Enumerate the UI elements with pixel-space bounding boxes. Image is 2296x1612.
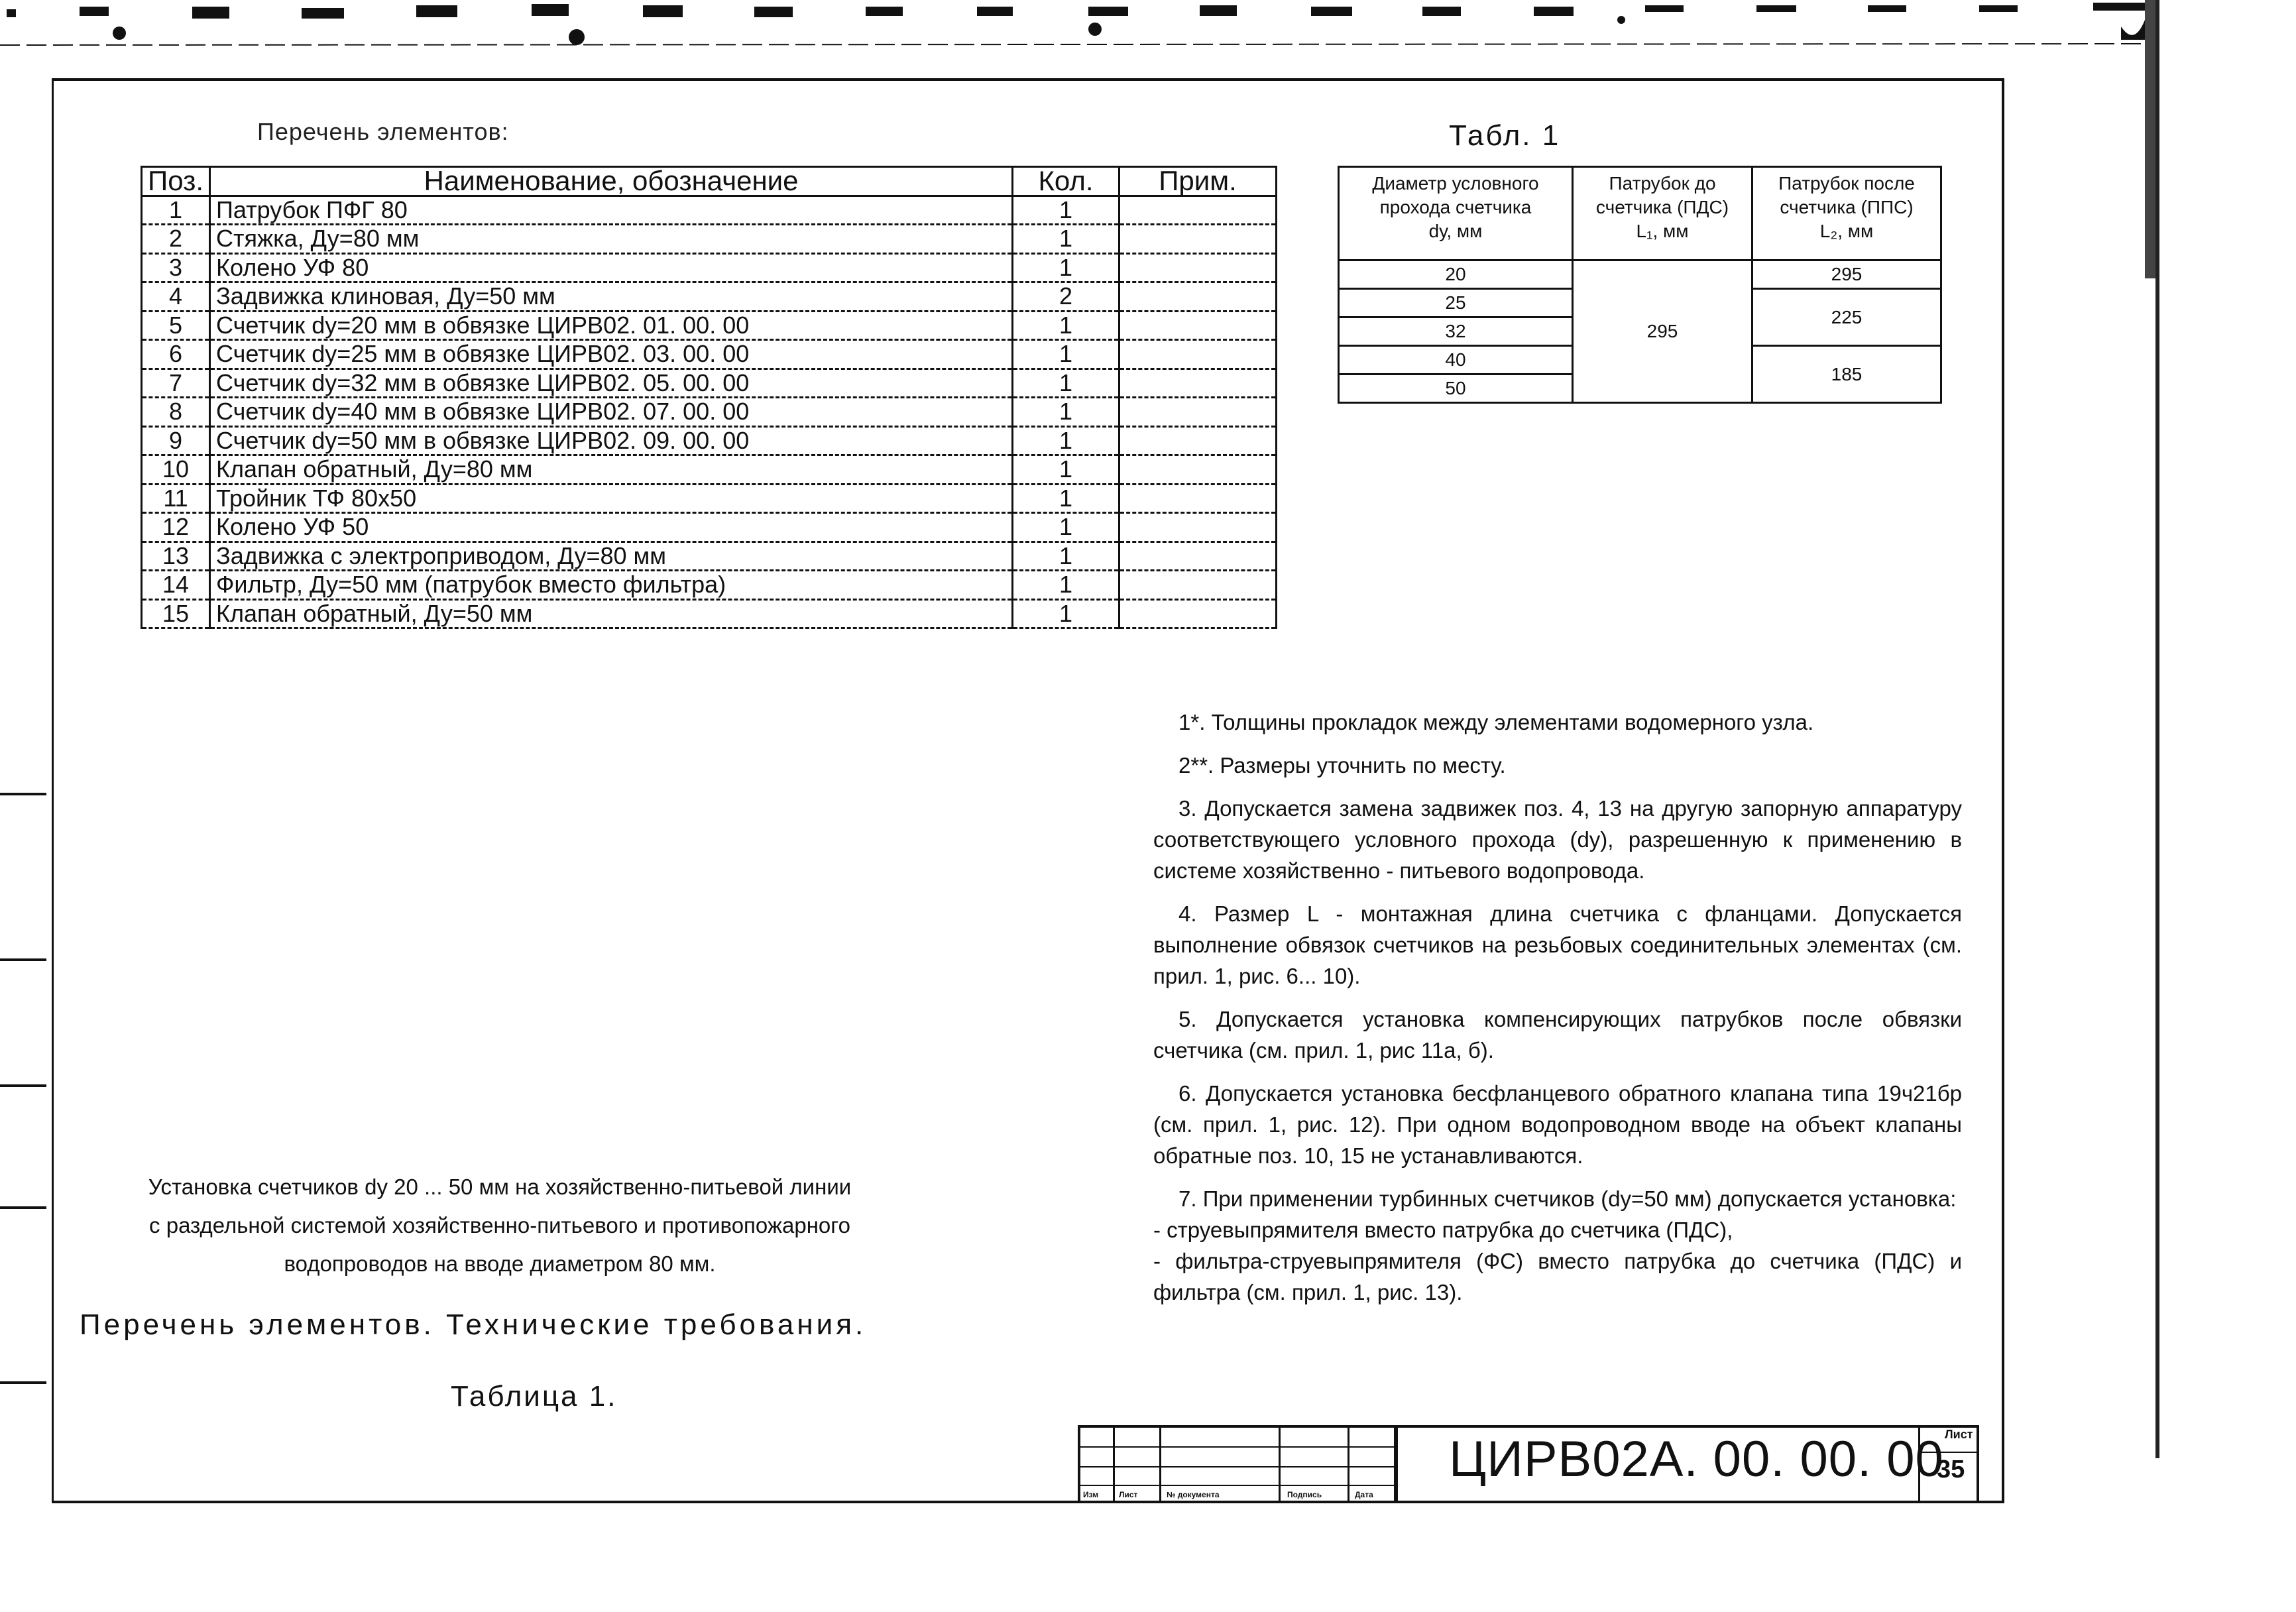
table1-diam-cell: 32	[1339, 317, 1573, 346]
cell-name: Счетчик dу=40 мм в обвязке ЦИРВ02. 07. 00. 00	[210, 398, 1013, 427]
cell-pos: 9	[142, 426, 210, 455]
cell-note	[1119, 513, 1277, 542]
cell-pos: 11	[142, 484, 210, 513]
table-row	[142, 311, 1277, 340]
drawing-caption: Установка счетчиков dу 20 ... 50 мм на хозяйственно-питьевой линии с раздельной системой хозяйственно-питьевого и противопожарного водопроводов на вводе диаметром 80 мм.	[148, 1175, 852, 1276]
col-pos-header: Поз.	[142, 167, 210, 196]
elements-list-title: Перечень элементов:	[257, 118, 509, 145]
cell-name: Клапан обратный, Ду=50 мм	[210, 599, 1013, 628]
col-name-header: Наименование, обозначение	[210, 167, 1013, 196]
table1-pds-cell: 295	[1573, 260, 1752, 403]
cell-pos: 12	[142, 513, 210, 542]
table1	[1338, 166, 1942, 404]
table1-diam-cell: 25	[1339, 289, 1573, 317]
cell-qty: 1	[1013, 225, 1119, 254]
table1-pps-header: Патрубок после счетчика (ППС) L₂, мм	[1752, 167, 1941, 260]
table1-pds-header: Патрубок до счетчика (ПДС) L₁, мм	[1573, 167, 1752, 260]
sheet-label: Лист	[1945, 1428, 1973, 1441]
cell-name: Счетчик dу=25 мм в обвязке ЦИРВ02. 03. 00. 00	[210, 340, 1013, 369]
cell-note	[1119, 369, 1277, 398]
cell-name: Клапан обратный, Ду=80 мм	[210, 455, 1013, 485]
cell-qty: 1	[1013, 369, 1119, 398]
cell-qty: 1	[1013, 253, 1119, 282]
scan-header-strip	[0, 0, 2296, 46]
note: 2**. Размеры уточнить по месту.	[1178, 753, 1506, 777]
cell-qty: 1	[1013, 196, 1119, 225]
stamp-col-label: Лист	[1119, 1490, 1138, 1499]
cell-qty: 1	[1013, 571, 1119, 600]
cell-note	[1119, 340, 1277, 369]
table1-diam-header: Диаметр условного прохода счетчика dу, мм	[1339, 167, 1573, 260]
cell-qty: 1	[1013, 599, 1119, 628]
table-row	[142, 513, 1277, 542]
cell-name: Колено УФ 80	[210, 253, 1013, 282]
cell-pos: 1	[142, 196, 210, 225]
table1-diam-cell: 40	[1339, 346, 1573, 374]
cell-note	[1119, 571, 1277, 600]
cell-qty: 1	[1013, 311, 1119, 340]
margin-tick	[0, 1206, 46, 1209]
cell-name: Задвижка клиновая, Ду=50 мм	[210, 282, 1013, 312]
table-row	[142, 426, 1277, 455]
cell-pos: 14	[142, 571, 210, 600]
cell-pos: 8	[142, 398, 210, 427]
elements-table	[141, 166, 1277, 629]
cell-qty: 1	[1013, 340, 1119, 369]
cell-qty: 1	[1013, 426, 1119, 455]
sheet-number: 35	[1937, 1456, 1965, 1483]
cell-pos: 15	[142, 599, 210, 628]
cell-name: Колено УФ 50	[210, 513, 1013, 542]
note-item: - струевыпрямителя вместо патрубка до счетчика (ПДС),	[1153, 1218, 1733, 1242]
margin-tick	[0, 793, 46, 795]
cell-name: Счетчик dу=50 мм в обвязке ЦИРВ02. 09. 00. 00	[210, 426, 1013, 455]
cell-name: Счетчик dу=20 мм в обвязке ЦИРВ02. 01. 00. 00	[210, 311, 1013, 340]
table-row	[142, 340, 1277, 369]
table-row	[142, 196, 1277, 225]
cell-note	[1119, 398, 1277, 427]
stamp-col-label: Изм	[1083, 1490, 1099, 1499]
note: 5. Допускается установка компенсирующих патрубков после обвязки счетчика (см. прил. 1, рис 11а, б).	[1153, 1007, 1962, 1063]
table1-pps-cell: 295	[1752, 260, 1941, 289]
cell-qty: 1	[1013, 398, 1119, 427]
drawing-title: Перечень элементов. Технические требования.	[80, 1308, 867, 1341]
cell-note	[1119, 282, 1277, 312]
cell-pos: 7	[142, 369, 210, 398]
cell-note	[1119, 484, 1277, 513]
table-row	[142, 455, 1277, 485]
table1-diam-cell: 20	[1339, 260, 1573, 289]
note: 3. Допускается замена задвижек поз. 4, 13 на другую запорную аппаратуру соответствующего условного прохода (dу), разрешенную к применению в системе хозяйственно - питьевого водопровода.	[1153, 796, 1962, 883]
table-row	[142, 484, 1277, 513]
cell-pos: 3	[142, 253, 210, 282]
cell-name: Патрубок ПФГ 80	[210, 196, 1013, 225]
scan-binding-line	[2155, 0, 2159, 1458]
cell-name: Фильтр, Ду=50 мм (патрубок вместо фильтра)	[210, 571, 1013, 600]
table-row	[142, 398, 1277, 427]
margin-tick	[0, 1084, 46, 1087]
table-row	[142, 282, 1277, 312]
cell-qty: 1	[1013, 455, 1119, 485]
cell-note	[1119, 542, 1277, 571]
cell-note	[1119, 599, 1277, 628]
cell-note	[1119, 253, 1277, 282]
table-title: Таблица 1.	[451, 1380, 618, 1412]
stamp-col-label: Подпись	[1287, 1490, 1322, 1499]
cell-note	[1119, 225, 1277, 254]
table-row	[142, 599, 1277, 628]
cell-qty: 1	[1013, 542, 1119, 571]
cell-note	[1119, 196, 1277, 225]
cell-pos: 5	[142, 311, 210, 340]
note: 4. Размер L - монтажная длина счетчика с фланцами. Допускается выполнение обвязок счетчиков на резьбовых соединительных элементах (см. прил. 1, рис. 6... 10).	[1153, 901, 1962, 988]
stamp-col-label: Дата	[1355, 1490, 1373, 1499]
margin-tick	[0, 1381, 46, 1384]
cell-name: Счетчик dу=32 мм в обвязке ЦИРВ02. 05. 00. 00	[210, 369, 1013, 398]
table1-pps-cell: 225	[1752, 289, 1941, 346]
note: 7. При применении турбинных счетчиков (dу=50 мм) допускается установка:	[1178, 1186, 1957, 1211]
cell-pos: 6	[142, 340, 210, 369]
cell-qty: 2	[1013, 282, 1119, 312]
cell-qty: 1	[1013, 513, 1119, 542]
cell-name: Тройник ТФ 80х50	[210, 484, 1013, 513]
cell-pos: 13	[142, 542, 210, 571]
cell-pos: 4	[142, 282, 210, 312]
cell-note	[1119, 455, 1277, 485]
cell-pos: 2	[142, 225, 210, 254]
document-code: ЦИРВ02А. 00. 00. 00	[1449, 1431, 1944, 1487]
elements-table-body	[142, 196, 1277, 628]
margin-tick	[0, 958, 46, 961]
stamp-col-label: № документа	[1167, 1490, 1220, 1499]
cell-name: Задвижка с электроприводом, Ду=80 мм	[210, 542, 1013, 571]
table-row	[142, 369, 1277, 398]
cell-note	[1119, 426, 1277, 455]
table1-pps-cell: 185	[1752, 346, 1941, 403]
note: 6. Допускается установка бесфланцевого обратного клапана типа 19ч21бр (см. прил. 1, рис. 12). При одном водопроводном вводе на объект клапаны обратные поз. 10, 15 не устанавливаются.	[1153, 1081, 1962, 1168]
cell-name: Стяжка, Ду=80 мм	[210, 225, 1013, 254]
table-row	[142, 225, 1277, 254]
technical-notes	[1153, 707, 1962, 1308]
col-note-header: Прим.	[1119, 167, 1277, 196]
table-row	[142, 253, 1277, 282]
note-item: - фильтра-струевыпрямителя (ФС) вместо патрубка до счетчика (ПДС) и фильтра (см. прил. 1, рис. 13).	[1153, 1249, 1962, 1304]
cell-pos: 10	[142, 455, 210, 485]
cell-qty: 1	[1013, 484, 1119, 513]
col-qty-header: Кол.	[1013, 167, 1119, 196]
note: 1*. Толщины прокладок между элементами водомерного узла.	[1178, 710, 1814, 734]
cell-note	[1119, 311, 1277, 340]
table1-diam-cell: 50	[1339, 374, 1573, 403]
table-row	[142, 542, 1277, 571]
table1-title: Табл. 1	[1449, 119, 1561, 152]
table-row	[142, 571, 1277, 600]
